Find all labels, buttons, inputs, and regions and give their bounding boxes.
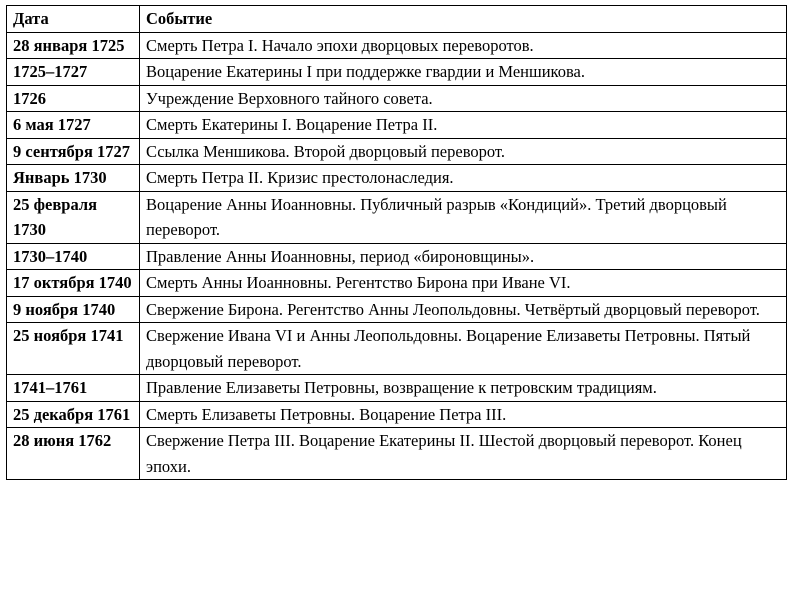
event-column-header: Событие [140,6,787,33]
date-cell: 25 декабря 1761 [7,401,140,428]
date-cell: 1725–1727 [7,59,140,86]
date-column-header: Дата [7,6,140,33]
event-cell: Свержение Петра III. Воцарение Екатерины II. Шестой дворцовый переворот. Конец эпохи. [140,428,787,480]
table-row [7,375,787,402]
table-row [7,428,787,480]
date-cell: 9 ноября 1740 [7,296,140,323]
event-cell: Ссылка Меншикова. Второй дворцовый переворот. [140,138,787,165]
event-cell: Смерть Елизаветы Петровны. Воцарение Петра III. [140,401,787,428]
date-cell: 1726 [7,85,140,112]
table-row [7,85,787,112]
table-row [7,112,787,139]
date-cell: 1741–1761 [7,375,140,402]
table-row [7,165,787,192]
date-cell: Январь 1730 [7,165,140,192]
table-row [7,243,787,270]
date-cell: 9 сентября 1727 [7,138,140,165]
header-row [7,6,787,33]
event-cell: Правление Елизаветы Петровны, возвращение к петровским традициям. [140,375,787,402]
event-cell: Смерть Екатерины I. Воцарение Петра II. [140,112,787,139]
event-cell: Воцарение Екатерины I при поддержке гвардии и Меншикова. [140,59,787,86]
event-cell: Смерть Анны Иоанновны. Регентство Бирона при Иване VI. [140,270,787,297]
table-row [7,296,787,323]
table-row [7,323,787,375]
chronology-table [6,5,787,480]
date-cell: 1730–1740 [7,243,140,270]
event-cell: Воцарение Анны Иоанновны. Публичный разрыв «Кондиций». Третий дворцовый переворот. [140,191,787,243]
event-cell: Свержение Ивана VI и Анны Леопольдовны. Воцарение Елизаветы Петровны. Пятый дворцовый переворот. [140,323,787,375]
event-cell: Учреждение Верховного тайного совета. [140,85,787,112]
date-cell: 6 мая 1727 [7,112,140,139]
event-cell: Смерть Петра I. Начало эпохи дворцовых переворотов. [140,32,787,59]
table-row [7,138,787,165]
event-cell: Свержение Бирона. Регентство Анны Леопольдовны. Четвёртый дворцовый переворот. [140,296,787,323]
event-cell: Правление Анны Иоанновны, период «бироновщины». [140,243,787,270]
event-cell: Смерть Петра II. Кризис престолонаследия. [140,165,787,192]
table-row [7,32,787,59]
table-row [7,191,787,243]
table-row [7,59,787,86]
date-cell: 25 февраля 1730 [7,191,140,243]
date-cell: 28 июня 1762 [7,428,140,480]
date-cell: 25 ноября 1741 [7,323,140,375]
table-row [7,401,787,428]
table-row [7,270,787,297]
date-cell: 28 января 1725 [7,32,140,59]
date-cell: 17 октября 1740 [7,270,140,297]
